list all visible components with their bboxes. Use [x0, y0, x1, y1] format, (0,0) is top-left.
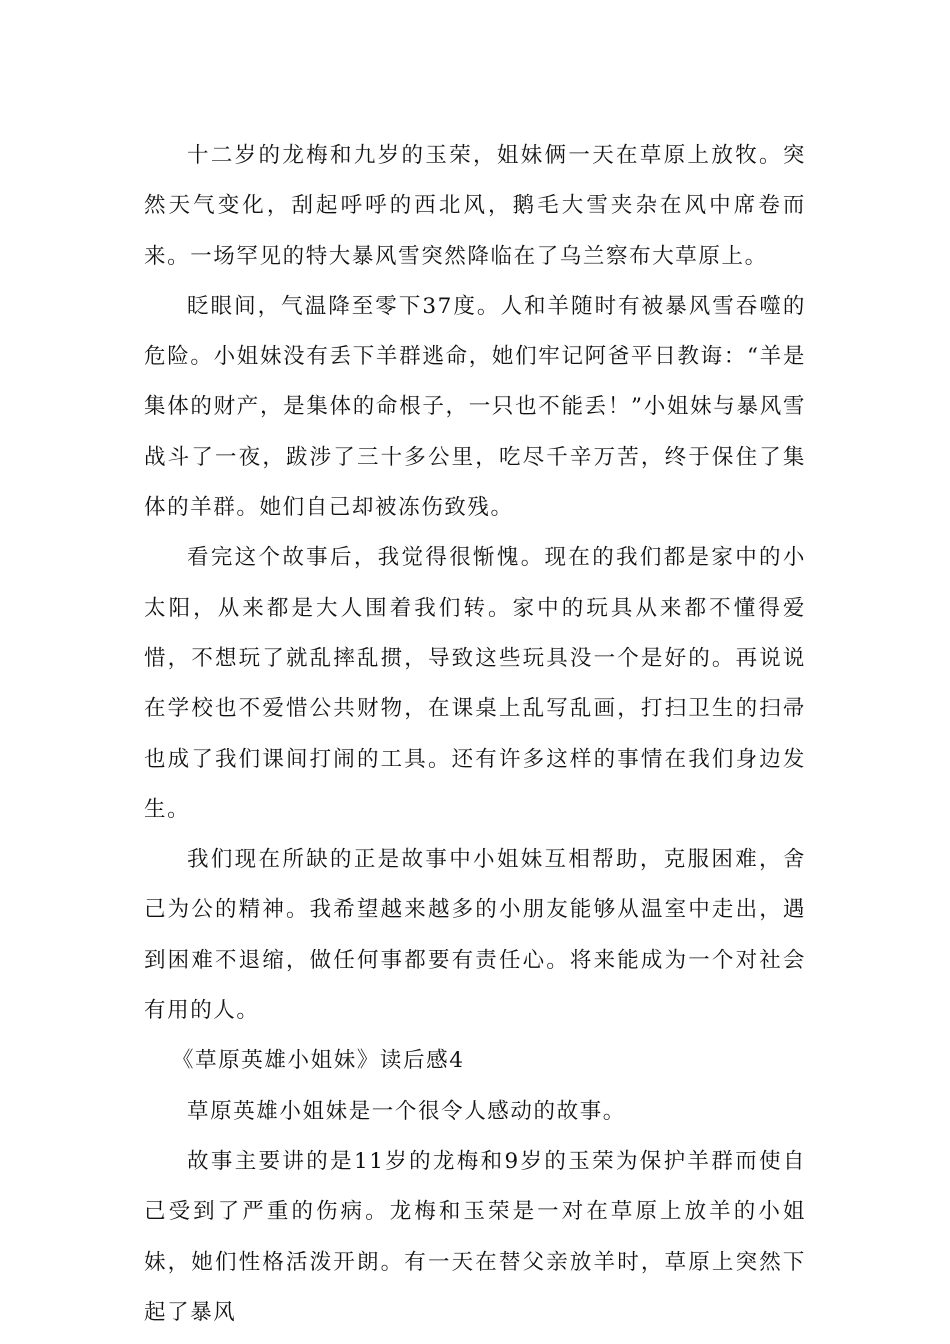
- section-heading: 《草原英雄小姐妹》读后感4: [172, 1048, 465, 1074]
- paragraph-conclusion: 我们现在所缺的正是故事中小姐妹互相帮助，克服困难，舍己为公的精神。我希望越来越多的小朋友能够从温室中走出，遇到困难不退缩，做任何事都要有责任心。将来能成为一个对社会有用的人。: [144, 847, 806, 1024]
- document-page: [144, 131, 806, 1338]
- paragraph-story-detail: 故事主要讲的是11岁的龙梅和9岁的玉荣为保护羊群而使自己受到了严重的伤病。龙梅和玉荣是一对在草原上放羊的小姐妹，她们性格活泼开朗。有一天在替父亲放羊时，草原上突然下起了暴风: [144, 1148, 806, 1325]
- paragraph-blizzard: 眨眼间，气温降至零下37度。人和羊随时有被暴风雪吞噬的危险。小姐妹没有丢下羊群逃命，她们牢记阿爸平日教诲：“羊是集体的财产，是集体的命根子，一只也不能丢！”小姐妹与暴风雪战斗了一夜，跋涉了三十多公里，吃尽千辛万苦，终于保住了集体的羊群。她们自己却被冻伤致残。: [144, 293, 806, 521]
- paragraph-reflection: 看完这个故事后，我觉得很惭愧。现在的我们都是家中的小太阳，从来都是大人围着我们转。家中的玩具从来都不懂得爱惜，不想玩了就乱摔乱掼，导致这些玩具没一个是好的。再说说在学校也不爱惜公共财物，在课桌上乱写乱画，打扫卫生的扫帚也成了我们课间打闹的工具。还有许多这样的事情在我们身边发生。: [144, 545, 806, 822]
- paragraph-summary: 草原英雄小姐妹是一个很令人感动的故事。: [187, 1098, 626, 1124]
- paragraph-story-intro: 十二岁的龙梅和九岁的玉荣，姐妹俩一天在草原上放牧。突然天气变化，刮起呼呼的西北风，鹅毛大雪夹杂在风中席卷而来。一场罕见的特大暴风雪突然降临在了乌兰察布大草原上。: [144, 143, 806, 269]
